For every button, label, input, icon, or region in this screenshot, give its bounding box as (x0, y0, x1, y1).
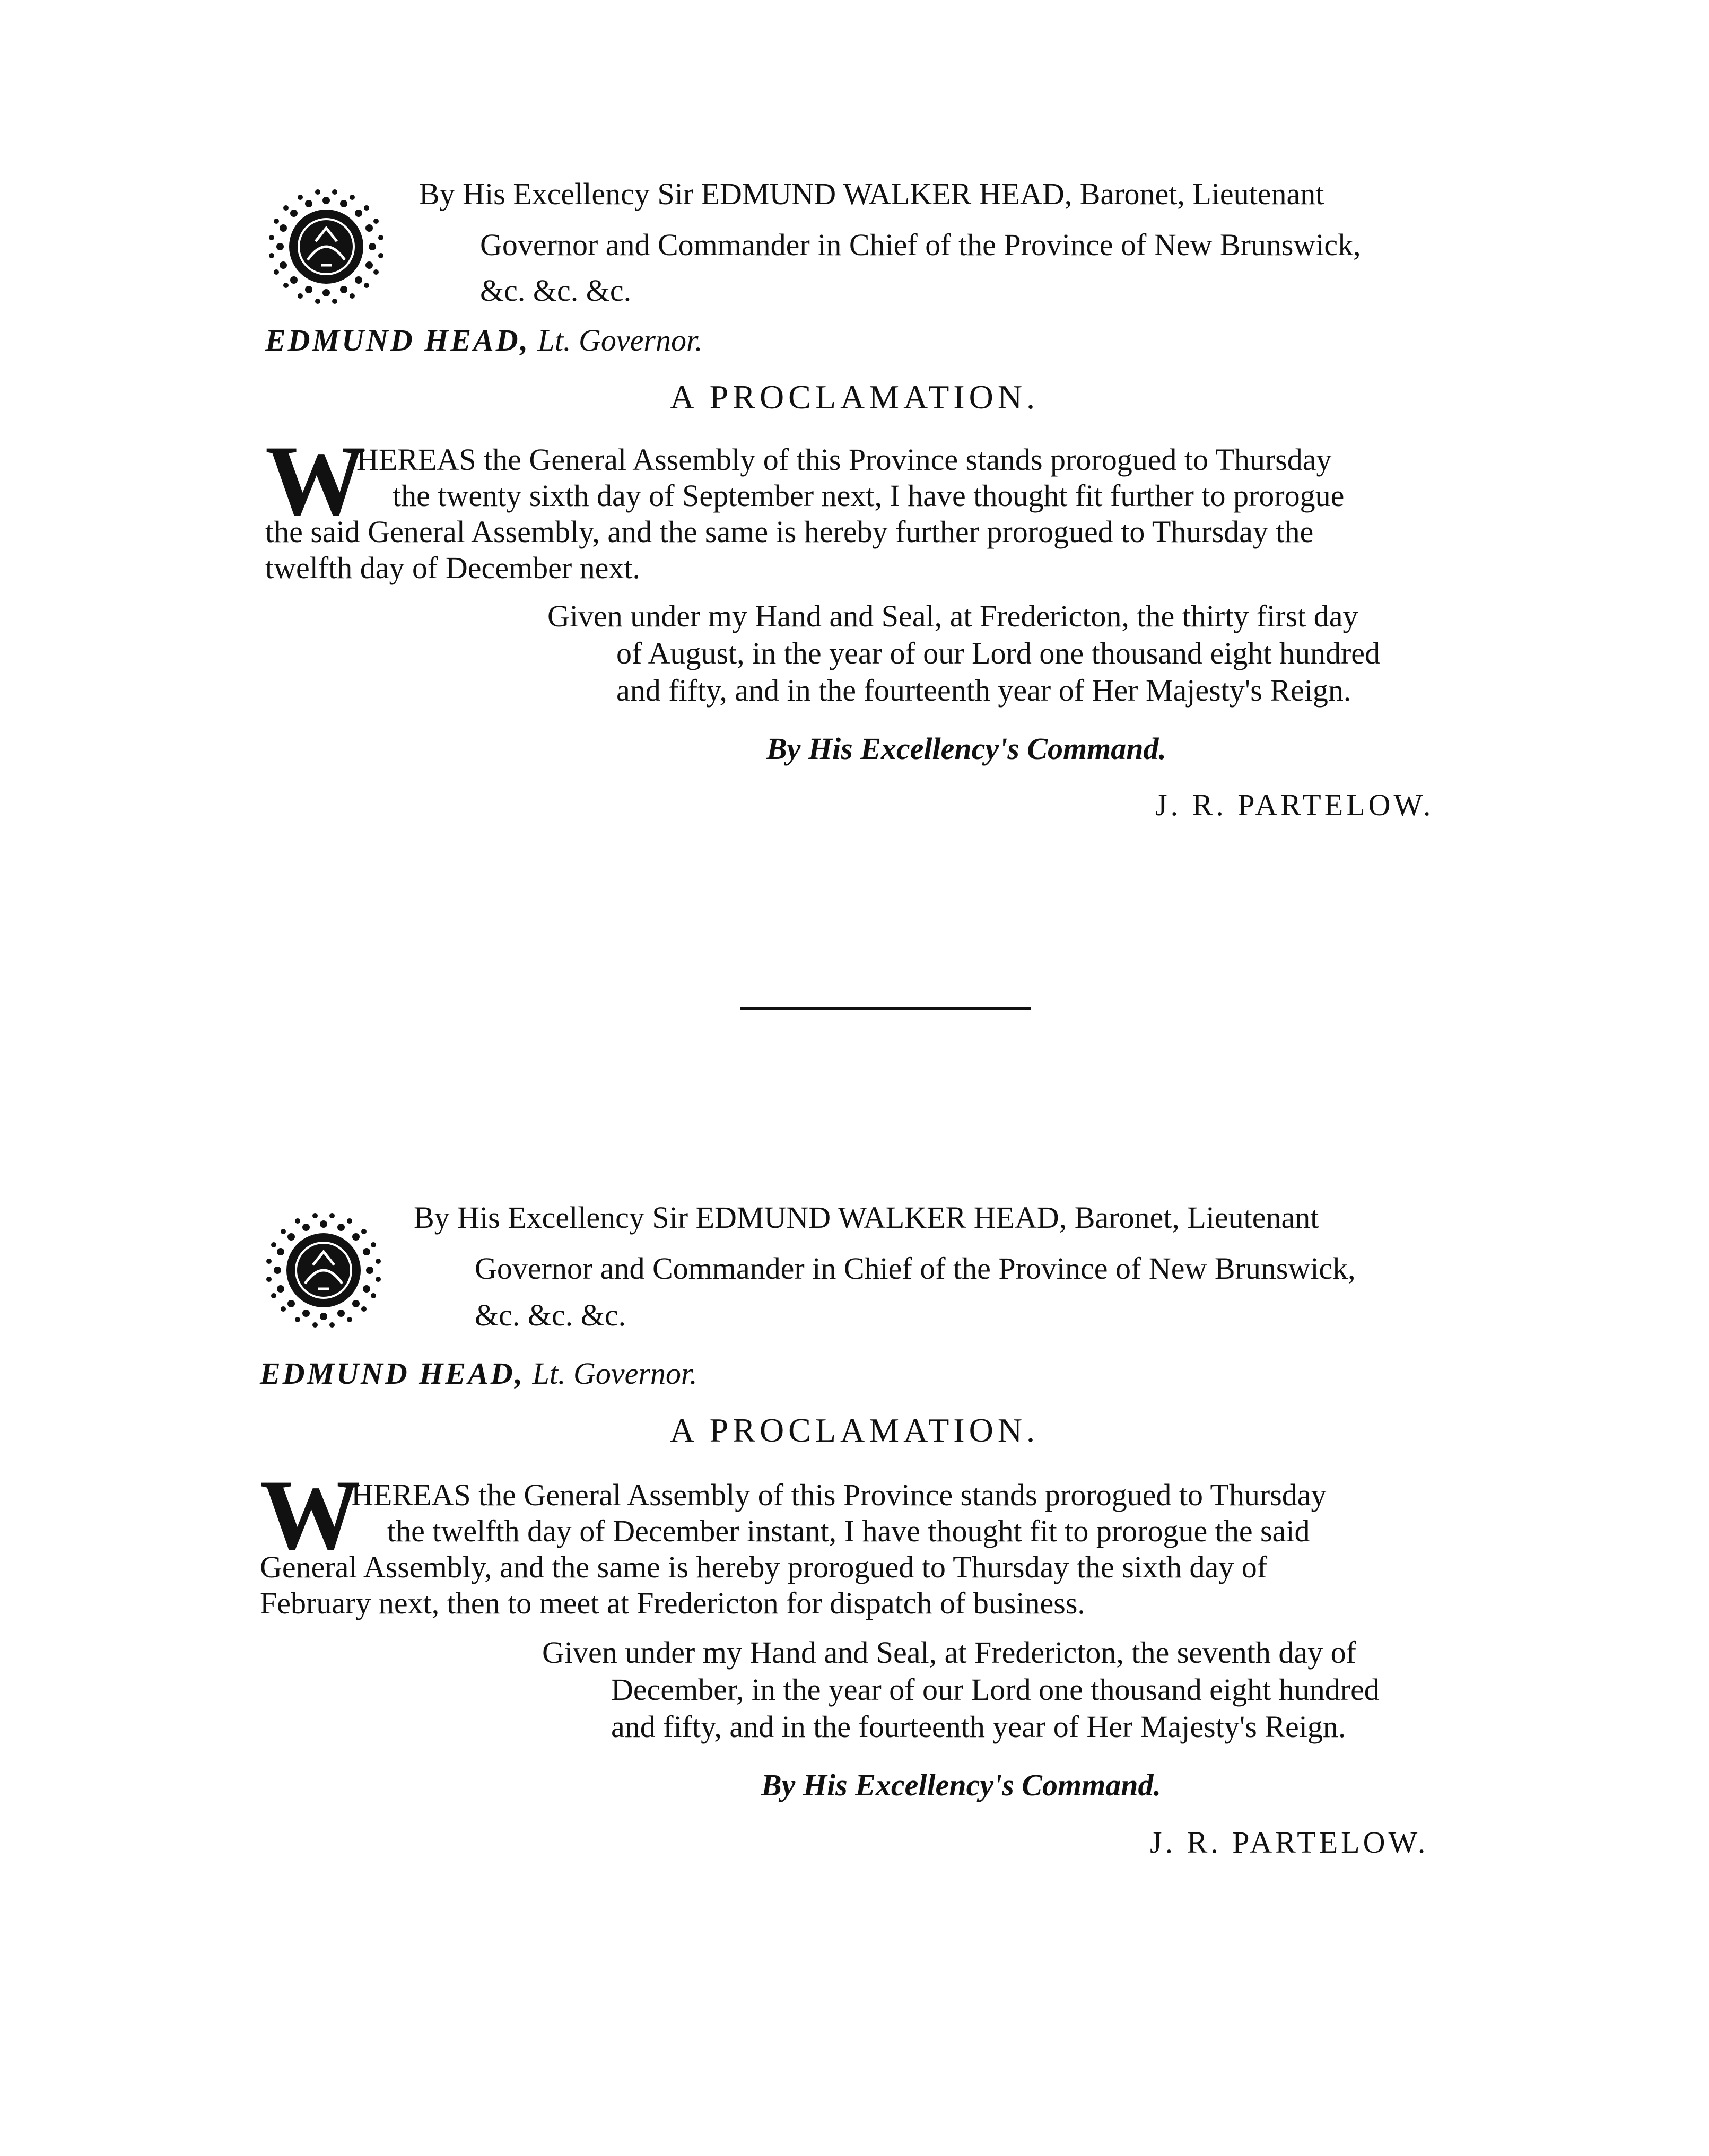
body-line-2: the twelfth day of December instant, I have thought fit to prorogue the said (387, 1514, 1310, 1548)
drop-cap: W (260, 1460, 361, 1571)
proclamation-title: A PROCLAMATION. (669, 378, 1040, 416)
given-line-1: Given under my Hand and Seal, at Fredericton, the thirty first day (547, 599, 1358, 633)
governor-name: EDMUND HEAD, (260, 1356, 525, 1391)
heading-line-2: Governor and Commander in Chief of the Province of New Brunswick, (480, 228, 1361, 262)
signer: J. R. PARTELOW. (1150, 1825, 1429, 1860)
governor-signature (265, 322, 703, 358)
body-line-3: the said General Assembly, and the same is hereby further prorogued to Thursday the (265, 514, 1314, 549)
body-line-3: General Assembly, and the same is hereby prorogued to Thursday the sixth day of (260, 1550, 1268, 1584)
proclamation-title: A PROCLAMATION. (669, 1411, 1040, 1449)
heading-line-1: By His Excellency Sir EDMUND WALKER HEAD, Baronet, Lieutenant (419, 177, 1324, 211)
heading-line-1: By His Excellency Sir EDMUND WALKER HEAD, Baronet, Lieutenant (414, 1200, 1319, 1235)
governor-title: Lt. Governor. (532, 1356, 697, 1391)
separator-rule (740, 1007, 1031, 1010)
governor-title: Lt. Governor. (537, 323, 703, 357)
given-line-3: and fifty, and in the fourteenth year of Her Majesty's Reign. (616, 673, 1351, 708)
body-line-2: the twenty sixth day of September next, I have thought fit further to prorogue (393, 478, 1345, 513)
seal-icon (263, 1209, 385, 1331)
by-command: By His Excellency's Command. (766, 731, 1166, 766)
heading-line-2: Governor and Commander in Chief of the Province of New Brunswick, (475, 1251, 1356, 1286)
given-line-2: of August, in the year of our Lord one thousand eight hundred (616, 636, 1381, 670)
seal-icon (265, 186, 387, 308)
governor-name: EDMUND HEAD, (265, 323, 530, 357)
signer: J. R. PARTELOW. (1155, 788, 1434, 822)
drop-cap: W (265, 425, 366, 537)
body-line-1: HEREAS the General Assembly of this Province stands prorogued to Thursday (351, 1478, 1327, 1512)
body-line-4: twelfth day of December next. (265, 551, 640, 585)
given-line-2: December, in the year of our Lord one thousand eight hundred (611, 1672, 1380, 1707)
heading-line-3: &c. &c. &c. (480, 273, 632, 308)
heading-line-3: &c. &c. &c. (475, 1298, 626, 1332)
given-line-1: Given under my Hand and Seal, at Fredericton, the seventh day of (542, 1635, 1356, 1670)
body-line-1: HEREAS the General Assembly of this Province stands prorogued to Thursday (356, 442, 1332, 477)
by-command: By His Excellency's Command. (761, 1768, 1161, 1802)
given-line-3: and fifty, and in the fourteenth year of Her Majesty's Reign. (611, 1709, 1346, 1744)
body-line-4: February next, then to meet at Fredericton for dispatch of business. (260, 1586, 1085, 1620)
governor-signature (260, 1356, 697, 1391)
